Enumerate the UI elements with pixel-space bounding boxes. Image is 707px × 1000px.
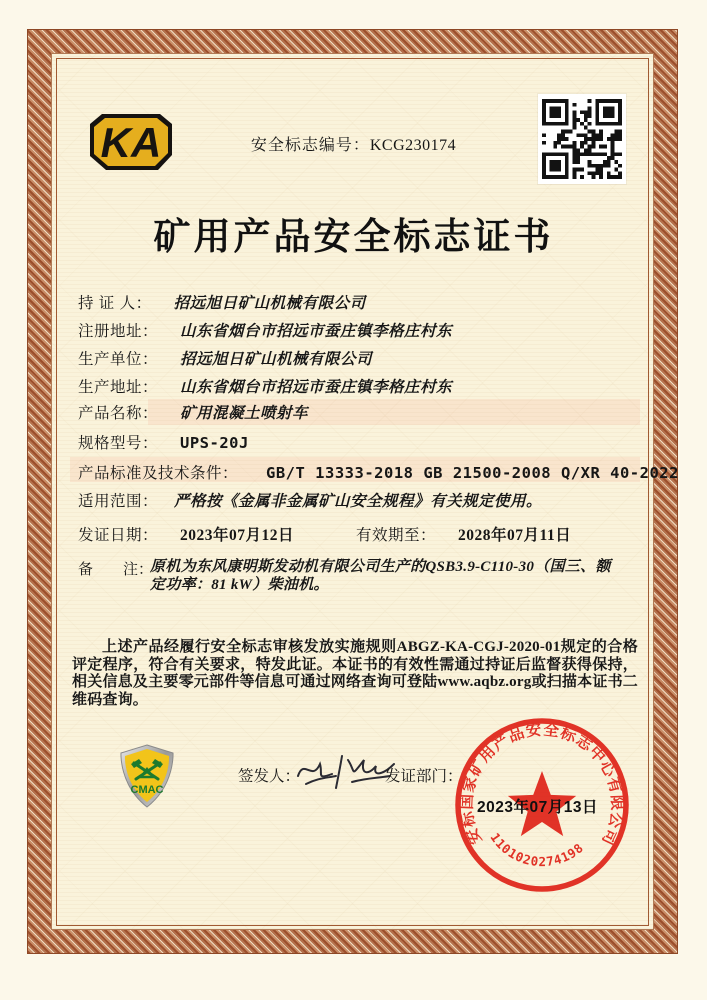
field-label: 生产单位： (78, 351, 159, 368)
stamp-serial-number: 1101020274198 (487, 830, 586, 870)
expiry-date-label: 有效期至： (356, 527, 437, 544)
field-row-holder (78, 291, 366, 313)
field-value: UPS-20J (180, 434, 249, 452)
field-label: 注册地址： (78, 323, 159, 340)
remark-value: 原机为东风康明斯发动机有限公司生产的QSB3.9-C110-30（国三、额定功率：81 kW）柴油机。 (150, 559, 611, 593)
signer-label: 签发人： (238, 768, 301, 785)
expiry-date-value: 2028年07月11日 (458, 527, 572, 544)
field-label: 生产地址： (78, 379, 159, 396)
field-row-model (78, 431, 249, 453)
field-label: 产品标准及技术条件： (78, 465, 239, 482)
field-value: 山东省烟台市招远市蚕庄镇李格庄村东 (180, 323, 453, 340)
remark-label: 备 注： (78, 561, 154, 578)
field-value: 严格按《金属非金属矿山安全规程》有关规定使用。 (174, 493, 543, 510)
field-label: 产品名称： (78, 405, 159, 422)
remark-row (78, 558, 618, 594)
serial-label: 安全标志编号： (250, 137, 370, 154)
field-label: 适用范围： (78, 493, 159, 510)
field-label: 规格型号： (78, 435, 159, 452)
field-row-scope (78, 489, 542, 511)
qr-code-icon (538, 94, 626, 184)
field-value: 招远旭日矿山机械有限公司 (180, 351, 373, 368)
field-value: 招远旭日矿山机械有限公司 (173, 295, 366, 312)
svg-text:1101020274198 (487, 830, 585, 869)
field-value: GB/T 13333-2018 GB 21500-2008 Q/XR 40-2022 (266, 464, 679, 482)
issue-date-value: 2023年07月12日 (180, 527, 295, 544)
field-row-prod-address (78, 375, 452, 397)
certificate-number: KCG230174 (369, 137, 457, 154)
field-row-product-name (78, 401, 308, 423)
certification-statement: 上述产品经履行安全标志审核发放实施规则ABGZ-KA-CGJ-2020-01规定的合格评定程序，符合有关要求，特发此证。本证书的有效性需通过持证后监督获得保持，相关信息及主要零元部件等信息可通过网络查询可登陆www.aqbz.org或扫描本证书二维码查询。 (72, 639, 638, 708)
field-row-manufacturer (78, 347, 372, 369)
stamp-ring-text: 安标国家矿用产品安全标志中心有限公司 (458, 721, 626, 848)
department-label: 发证部门： (385, 768, 463, 785)
stamp-issue-date: 2023年07月13日 (477, 799, 598, 816)
field-row-reg-address (78, 319, 452, 341)
field-value: 山东省烟台市招远市蚕庄镇李格庄村东 (180, 379, 453, 396)
field-label: 持 证 人： (78, 295, 152, 312)
cmac-shield-icon (116, 743, 178, 814)
ka-logo-text: KA (100, 119, 162, 166)
field-value: 矿用混凝土喷射车 (180, 405, 309, 422)
field-row-dates (78, 523, 571, 545)
field-row-standards (78, 461, 679, 483)
issue-date-label: 发证日期： (78, 527, 159, 544)
cmac-text: CMAC (130, 784, 164, 796)
certificate-title: 矿用产品安全标志证书 (153, 217, 554, 258)
